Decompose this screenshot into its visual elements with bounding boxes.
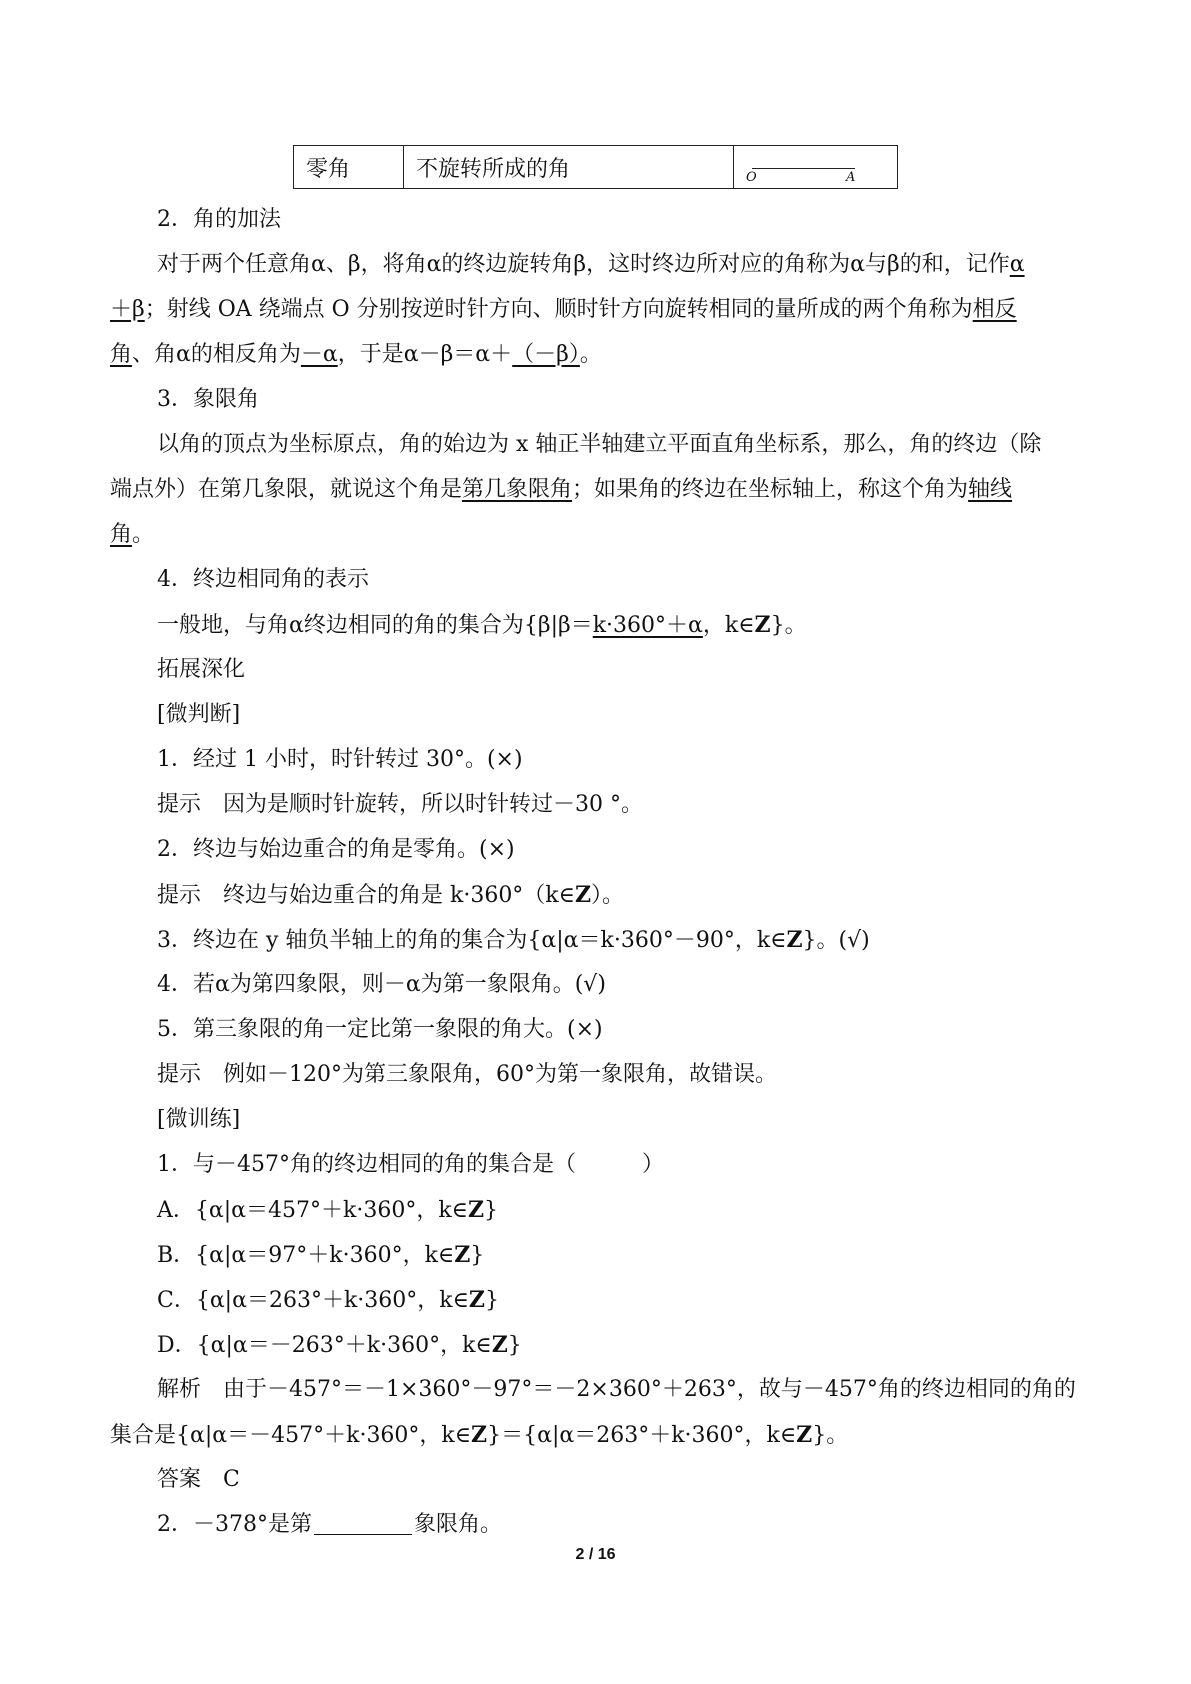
question-2: 2．－378°是第 象限角。 — [157, 1512, 503, 1537]
judge-item-4: 4．若α为第四象限，则－α为第一象限角。(√) — [157, 972, 606, 997]
section-heading-quadrant-angle: 3．象限角 — [157, 387, 259, 412]
judge-item-5: 5．第三象限的角一定比第一象限的角大。(×) — [157, 1017, 603, 1042]
point-o-label: O — [746, 170, 757, 185]
zero-angle-ray-figure — [752, 168, 855, 169]
micro-train-heading: [微训练] — [157, 1107, 241, 1132]
paragraph-line: 角、角α的相反角为－α，于是α－β＝α＋（－β）。 — [110, 342, 602, 367]
judge-hint-2: 提示 终边与始边重合的角是 k·360°（k∈Z）。 — [157, 882, 625, 908]
judge-item-3: 3．终边在 y 轴负半轴上的角的集合为{α|α＝k·360°－90°，k∈Z}。(√) — [157, 927, 870, 953]
section-heading-angle-addition: 2．角的加法 — [157, 207, 281, 232]
page-number: 2 / 16 — [575, 1546, 616, 1563]
extension-heading: 拓展深化 — [157, 657, 246, 682]
paragraph-line: 以角的顶点为坐标原点，角的始边为 x 轴正半轴建立平面直角坐标系，那么，角的终边（除 — [157, 432, 1042, 457]
point-a-label: A — [846, 170, 856, 185]
judge-hint-5: 提示 例如－120°为第三象限角，60°为第一象限角，故错误。 — [157, 1062, 777, 1087]
option-b: B．{α|α＝97°＋k·360°，k∈Z} — [157, 1242, 485, 1268]
paragraph-line: 角。 — [110, 522, 155, 547]
table-cell-definition: 不旋转所成的角 — [404, 146, 734, 188]
answer-blank[interactable] — [314, 1512, 412, 1535]
question-1: 1．与－457°角的终边相同的角的集合是（ ） — [157, 1152, 664, 1177]
option-d: D．{α|α＝－263°＋k·360°，k∈Z} — [157, 1332, 522, 1358]
judge-hint-1: 提示 因为是顺时针旋转，所以时针转过－30 °。 — [157, 792, 643, 817]
judge-item-1: 1．经过 1 小时，时针转过 30°。(×) — [157, 747, 523, 772]
table-cell-figure — [734, 146, 897, 188]
option-a: A．{α|α＝457°＋k·360°，k∈Z} — [157, 1197, 498, 1223]
section-heading-coterminal: 4．终边相同角的表示 — [157, 567, 369, 592]
micro-judge-heading: [微判断] — [157, 702, 241, 727]
paragraph-line: ＋β；射线 OA 绕端点 O 分别按逆时针方向、顺时针方向旋转相同的量所成的两个角称为相反 — [110, 297, 1017, 322]
solution-line-2: 集合是{α|α＝－457°＋k·360°，k∈Z}＝{α|α＝263°＋k·360°，k∈Z}。 — [110, 1422, 849, 1448]
solution-line-1: 解析 由于－457°＝－1×360°－97°＝－2×360°＋263°，故与－457°角的终边相同的角的 — [157, 1377, 1076, 1402]
paragraph-line: 一般地，与角α终边相同的角的集合为{β|β＝k·360°＋α，k∈Z}。 — [157, 612, 807, 638]
paragraph-line: 端点外）在第几象限，就说这个角是第几象限角；如果角的终边在坐标轴上，称这个角为轴线 — [110, 477, 1013, 502]
table-cell-name: 零角 — [294, 146, 404, 188]
option-c: C．{α|α＝263°＋k·360°，k∈Z} — [157, 1287, 499, 1313]
answer-line: 答案 C — [157, 1467, 240, 1492]
judge-item-2: 2．终边与始边重合的角是零角。(×) — [157, 837, 515, 862]
paragraph-line: 对于两个任意角α、β，将角α的终边旋转角β，这时终边所对应的角称为α与β的和，记作α — [157, 252, 1025, 277]
zero-angle-table-row — [293, 145, 898, 189]
